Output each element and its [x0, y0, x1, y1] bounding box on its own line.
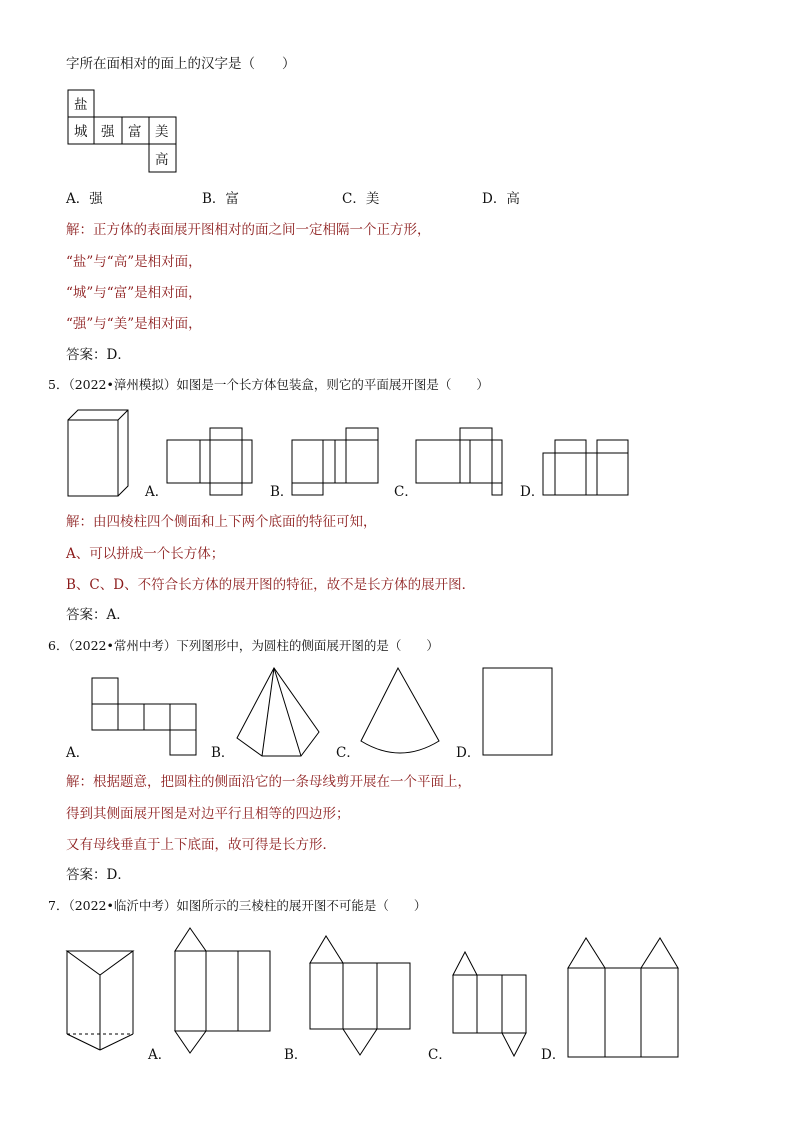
- net-char: 富: [128, 124, 142, 140]
- q6-solution-line: 得到其侧面展开图是对边平行且相等的四边形；: [66, 806, 350, 822]
- q4-option-c: C．美: [342, 191, 380, 207]
- q4-option-a: A．强: [66, 191, 103, 207]
- q6-pyramid-b: [237, 668, 319, 756]
- q4-cube-net: [68, 90, 176, 172]
- q4-solution-line: “城”与“富”是相对面，: [66, 285, 202, 301]
- q6-solution-line: 又有母线垂直于上下底面，故可得是长方形．: [66, 837, 336, 853]
- q7-option-d: D．: [541, 1047, 566, 1063]
- q5-net-d: [543, 440, 628, 495]
- q5-stem: 5．（2022•漳州模拟）如图是一个长方体包装盒，则它的平面展开图是（ ）: [48, 377, 489, 392]
- q6-stem: 6．（2022•常州中考）下列图形中，为圆柱的侧面展开图的是（ ）: [48, 638, 439, 653]
- q6-rectangle-d: [483, 668, 552, 755]
- q7-prism-figure: [67, 951, 133, 1050]
- q5-box-figure: [68, 410, 128, 496]
- net-char: 城: [74, 124, 88, 140]
- q6-option-c: C．: [336, 745, 360, 761]
- q7-net-b: [310, 936, 410, 1055]
- q5-solution-line: A、可以拼成一个长方体；: [66, 546, 225, 562]
- q7-option-b: B．: [284, 1047, 308, 1063]
- q7-net-d: [568, 938, 678, 1057]
- q6-answer: 答案：D．: [66, 867, 131, 883]
- q7-option-c: C．: [428, 1047, 452, 1063]
- q4-stem: 字所在面相对的面上的汉字是（ ）: [66, 56, 296, 72]
- q5-option-d: D．: [520, 484, 545, 500]
- q4-answer: 答案：D．: [66, 347, 131, 363]
- net-char: 盐: [74, 97, 88, 113]
- net-char: 强: [101, 124, 115, 140]
- q5-option-a: A．: [145, 484, 169, 500]
- q6-option-d: D．: [456, 745, 481, 761]
- q4-option-b: B．富: [202, 191, 239, 207]
- net-char: 高: [155, 152, 169, 168]
- q4-solution-line: 解：正方体的表面展开图相对的面之间一定相隔一个正方形，: [66, 222, 431, 238]
- q6-option-a: A．: [66, 745, 90, 761]
- q7-stem: 7．（2022•临沂中考）如图所示的三棱柱的展开图不可能是（ ）: [48, 898, 427, 913]
- q7-option-a: A．: [148, 1047, 172, 1063]
- q7-net-a: [175, 928, 270, 1053]
- q4-solution-line: “盐”与“高”是相对面，: [66, 254, 202, 270]
- q5-net-c: [416, 428, 502, 495]
- q5-solution-line: 解：由四棱柱四个侧面和上下两个底面的特征可知，: [66, 514, 377, 530]
- q5-net-a: [167, 428, 252, 495]
- q6-solution-line: 解：根据题意，把圆柱的侧面沿它的一条母线剪开展在一个平面上，: [66, 774, 471, 790]
- q4-option-d: D．高: [482, 191, 520, 207]
- q7-net-c: [453, 952, 526, 1056]
- q5-answer: 答案：A．: [66, 607, 130, 623]
- q5-solution-line: B、C、D、不符合长方体的展开图的特征，故不是长方体的展开图．: [66, 577, 476, 593]
- q5-net-b: [292, 428, 378, 495]
- net-char: 美: [155, 124, 169, 140]
- q6-option-b: B．: [211, 745, 235, 761]
- q6-sector-c: [361, 668, 439, 753]
- q4-solution-line: “强”与“美”是相对面，: [66, 316, 202, 332]
- q5-option-b: B．: [270, 484, 294, 500]
- q5-option-c: C．: [394, 484, 418, 500]
- q6-net-a: [92, 678, 196, 755]
